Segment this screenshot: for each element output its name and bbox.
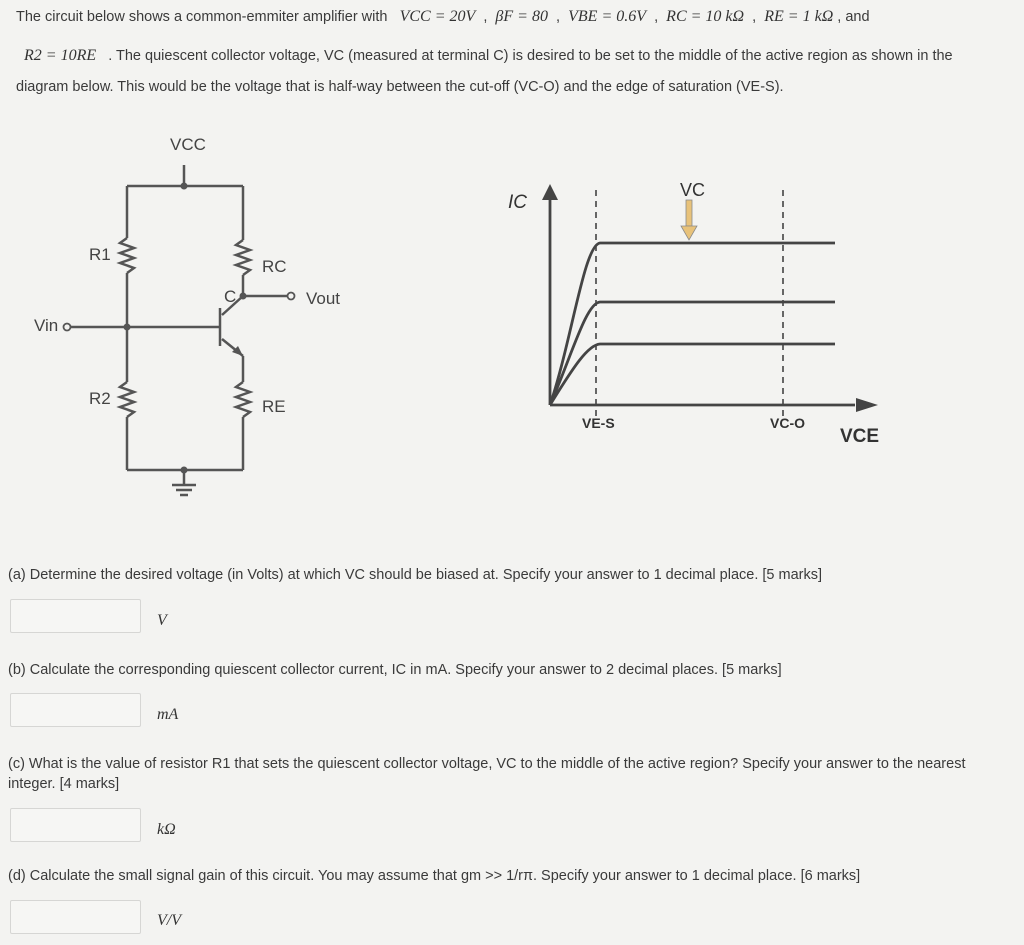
- vcc-equation: VCC = 20V: [399, 8, 476, 25]
- vin-label: Vin: [34, 316, 59, 335]
- rc-equation: RC = 10 kΩ: [666, 8, 745, 25]
- intro-text: The circuit below shows a common-emmiter amplifier with: [16, 9, 388, 25]
- answer-a-input[interactable]: [10, 599, 141, 633]
- ves-label: VE-S: [582, 415, 615, 431]
- intro-text-2: . The quiescent collector voltage, VC (measured at terminal C) is desired to be set to the middle of the active region as shown in the: [108, 48, 953, 64]
- vcc-label: VCC: [170, 135, 206, 154]
- vce-axis-label: VCE: [840, 426, 880, 447]
- vc-marker-label: VC: [680, 180, 706, 200]
- rc-label: RC: [262, 257, 287, 276]
- intro-line-2: [24, 47, 953, 65]
- unit-d: V/V: [157, 912, 181, 929]
- question-b: (b) Calculate the corresponding quiescent collector current, IC in mA. Specify your answer to 2 decimal places. [5 marks]: [8, 662, 782, 678]
- and-text: , and: [837, 9, 870, 25]
- r2-label: R2: [89, 389, 111, 408]
- question-a: (a) Determine the desired voltage (in Volts) at which VC should be biased at. Specify your answer to 1 decimal place. [5 marks]: [8, 567, 823, 583]
- unit-a: V: [157, 612, 167, 629]
- question-c-line1: (c) What is the value of resistor R1 that sets the quiescent collector voltage, VC to the middle of the active region? Specify your answer to the nearest: [8, 756, 966, 772]
- vco-label: VC-O: [770, 415, 805, 431]
- ic-vce-graph: [500, 170, 900, 470]
- answer-c-input[interactable]: [10, 808, 141, 842]
- vbe-equation: VBE = 0.6V: [568, 8, 647, 25]
- unit-b: mA: [157, 706, 179, 723]
- answer-b-input[interactable]: [10, 693, 141, 727]
- unit-c: kΩ: [157, 821, 176, 838]
- re-equation: RE = 1 kΩ: [764, 8, 834, 25]
- collector-label: C: [224, 287, 237, 306]
- r1-label: R1: [89, 245, 111, 264]
- question-c-line2: integer. [4 marks]: [8, 776, 120, 792]
- intro-line-1: The circuit below shows a common-emmiter amplifier with VCC = 20V , βF = 80 , VBE = 0.6V , RC = 10 kΩ , RE = 1 kΩ , and: [16, 8, 870, 25]
- intro-line-3: [16, 79, 784, 95]
- beta-equation: βF = 80: [495, 8, 548, 25]
- answer-d-input[interactable]: [10, 900, 141, 934]
- amplifier-circuit-diagram: [0, 120, 420, 520]
- question-d: (d) Calculate the small signal gain of this circuit. You may assume that gm >> 1/rπ. Specify your answer to 1 decimal place. [6 marks]: [8, 868, 861, 884]
- r2-equation: R2 = 10RE: [24, 47, 97, 64]
- ic-axis-label: IC: [508, 192, 527, 213]
- intro-text-3: diagram below. This would be the voltage that is half-way between the cut-off (VC-O) and the edge of saturation (VE-S).: [16, 79, 784, 95]
- vout-label: Vout: [306, 289, 341, 308]
- re-label: RE: [262, 397, 286, 416]
